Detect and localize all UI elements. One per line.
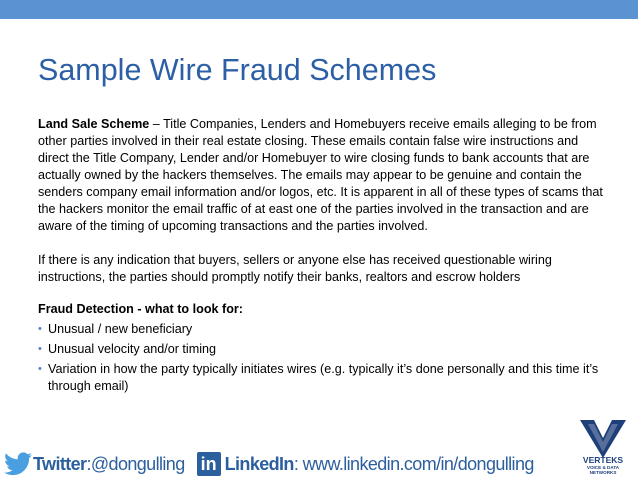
list-item xyxy=(38,321,604,338)
bullet-marker: • xyxy=(38,323,42,335)
verteks-v-logo-icon xyxy=(580,420,626,458)
fraud-detection-heading: Fraud Detection - what to look for: xyxy=(38,302,243,316)
notification-paragraph: If there is any indication that buyers, sellers or anyone else has received questionable wiring instructions, the parties should promptly notify their banks, realtors and escrow holders xyxy=(38,253,552,284)
fraud-detection-list xyxy=(38,321,604,395)
bullet-marker: • xyxy=(38,343,42,355)
land-sale-text: – Title Companies, Lenders and Homebuyers receive emails alleging to be from other parties involved in their real estate closing. These emails contain false wire instructions and direct the Title Company, Lender and/or Homebuyer to wire closing funds to bank accounts that are actually owned by the hackers themselves. The emails may appear to be genuine and contain the senders company email information and/or logos, etc. It is apparent in all of these types of scams that the hackers monitor the email traffic of at east one of the parties involved in the transaction and are aware of the timing of upcoming transactions and the parties involved. xyxy=(38,117,603,233)
logo-tagline-line2: NETWORKS xyxy=(589,470,617,475)
logo-name: VERTEKS xyxy=(582,455,624,465)
twitter-handle-link[interactable]: :@dongulling xyxy=(86,453,185,474)
list-item-text: Unusual velocity and/or timing xyxy=(48,342,216,356)
social-footer xyxy=(0,449,560,479)
list-item-text: Unusual / new beneficiary xyxy=(48,322,193,336)
linkedin-label: LinkedIn xyxy=(224,453,294,474)
logo-tagline-line1: VOICE & DATA xyxy=(586,465,620,470)
slide-body xyxy=(38,116,604,398)
land-sale-lead: Land Sale Scheme xyxy=(38,117,150,131)
linkedin-icon[interactable]: in xyxy=(197,452,221,476)
bullet-marker: • xyxy=(38,363,42,375)
list-item xyxy=(38,361,604,395)
slide-title: Sample Wire Fraud Schemes xyxy=(38,53,437,87)
verteks-logo xyxy=(574,418,632,476)
land-sale-paragraph xyxy=(38,116,604,235)
linkedin-url-link[interactable]: : www.linkedin.com/in/dongulling xyxy=(293,453,534,474)
list-item-text: Variation in how the party typically initiates wires (e.g. typically it’s done personally and this time it’s through email) xyxy=(48,362,599,393)
twitter-bird-icon[interactable] xyxy=(4,452,32,476)
list-item xyxy=(38,341,604,358)
twitter-label: Twitter xyxy=(33,453,87,474)
top-accent-bar xyxy=(0,0,638,19)
